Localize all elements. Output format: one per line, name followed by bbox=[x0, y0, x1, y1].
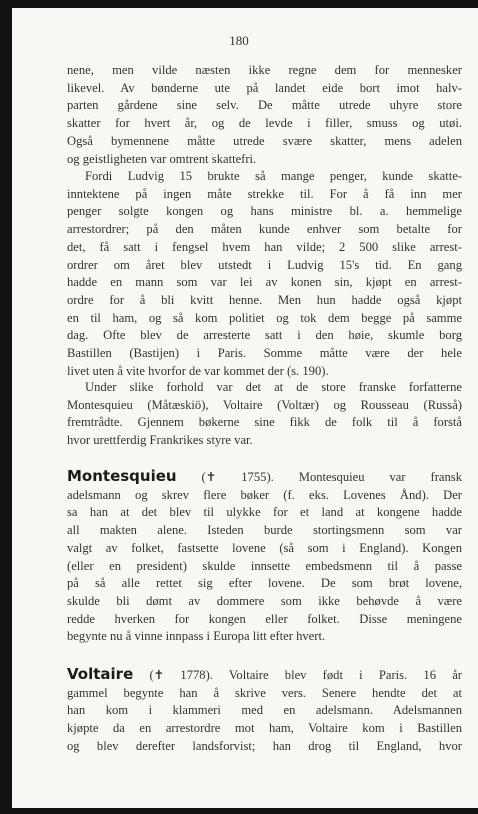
text-line: Under slike forhold var det at de store franske forfatterne bbox=[85, 380, 462, 394]
paragraph-intro bbox=[67, 62, 462, 168]
scan-border-top bbox=[0, 0, 478, 8]
text-line: og geistligheten var omtrent skattefri. bbox=[67, 151, 257, 166]
text-line: skulde bli dømt av dommere som ikke behøvde å være bbox=[67, 593, 462, 608]
text-line: Også bymennene måtte utrede svære skatter, mens adelen bbox=[67, 133, 462, 148]
scan-border-left bbox=[0, 0, 12, 814]
text-line: likevel. Av bønderne ute på landet eide bort imot halv- bbox=[67, 80, 462, 95]
text-line: penger solgte kongen og hans ministre bl. a. hemmelige bbox=[67, 204, 462, 219]
page-number: 180 bbox=[229, 33, 249, 48]
text-line: valgt av folket, fastsette lovene (så som i England). Kongen bbox=[67, 540, 462, 555]
section-montesquieu bbox=[67, 468, 462, 646]
text-line: han kom i klammeri med en adelsmann. Adelsmannen bbox=[67, 703, 462, 718]
heading-montesquieu: Montesquieu bbox=[67, 467, 177, 485]
text-line: det, få satt i fengsel hvem han vilde; 2 500 slike arrest- bbox=[67, 239, 462, 254]
text-line: adelsmann og skrev flere bøker (f. eks. Lovenes Ånd). Der bbox=[67, 487, 462, 502]
text-line: hvor urettferdig Frankrikes styre var. bbox=[67, 433, 253, 448]
paragraph-authors bbox=[67, 379, 462, 450]
text-line: all makten alene. Isteden burde stortingsmenn som var bbox=[67, 523, 462, 538]
section-voltaire bbox=[67, 666, 462, 756]
text-line: (eller en president) skulde innsette embedsmenn til å passe bbox=[67, 558, 462, 573]
text-line: Bastillen (Bastijen) i Paris. Somme måtte være der hele bbox=[67, 346, 462, 361]
text-line: ordrer om året blev utstedt i Ludvig 15's tid. En gang bbox=[67, 257, 462, 272]
text-line: livet uten å vite hvorfor de var kommet der (s. 190). bbox=[67, 363, 329, 378]
text-line: redde hverken for kongen eller folket. Disse meningene bbox=[67, 611, 462, 626]
text-line: parten gårdene sine selv. De måtte utrede uhyre store bbox=[67, 98, 462, 113]
text-line: ordre for å bli kvitt henne. Men hun hadde også kjøpt bbox=[67, 292, 462, 307]
text-line: begynte nu å vinne innpass i Europa litt efter hvert. bbox=[67, 629, 326, 644]
text-line: inntektene på ingen måte strekke til. For å få inn mer bbox=[67, 186, 462, 201]
text-line: Montesquieu (Måtæskiö), Voltaire (Voltær) og Rousseau (Russå) bbox=[67, 397, 462, 412]
scan-border-bottom bbox=[0, 808, 478, 814]
text-line: nene, men vilde næsten ikke regne dem for mennesker bbox=[67, 63, 462, 77]
text-line: fremtrådte. Gjennem bøkerne sine fikk de folk til å forstå bbox=[67, 415, 462, 430]
text-line: hadde en mann som var lei av konen sin, kjøpt en arrest- bbox=[67, 275, 462, 290]
text-line: (✝ 1755). Montesquieu var fransk bbox=[176, 470, 462, 484]
text-line: gammel begynte han å skrive vers. Senere hendte det at bbox=[67, 685, 462, 700]
text-line: en til ham, og så kom politiet og tok dem begge på samme bbox=[67, 310, 462, 325]
text-line: sa han at det blev til ulykke for et land at kongene hadde bbox=[67, 505, 462, 520]
text-line: Fordi Ludvig 15 brukte så mange penger, kunde skatte- bbox=[85, 169, 462, 183]
text-line: (✝ 1778). Voltaire blev født i Paris. 16 år bbox=[133, 668, 462, 682]
text-line: arrestordrer; på den måten kunde enhver som betalte for bbox=[67, 222, 462, 237]
paragraph-ludvig bbox=[67, 168, 462, 380]
text-line: på så alle rettet sig efter lovene. De som brøt lovene, bbox=[67, 576, 462, 591]
text-line: og blev derefter landsforvist; han drog til England, hvor bbox=[67, 738, 462, 753]
text-line: kjøpte da en arrestordre mot ham, Voltaire kom i Bastillen bbox=[67, 721, 462, 736]
text-line: skatter for hvert år, og de levde i filler, smuss og utøi. bbox=[67, 116, 462, 131]
text-line: dag. Ofte blev de arresterte satt i den høie, skumle borg bbox=[67, 328, 462, 343]
heading-voltaire: Voltaire bbox=[67, 665, 134, 683]
